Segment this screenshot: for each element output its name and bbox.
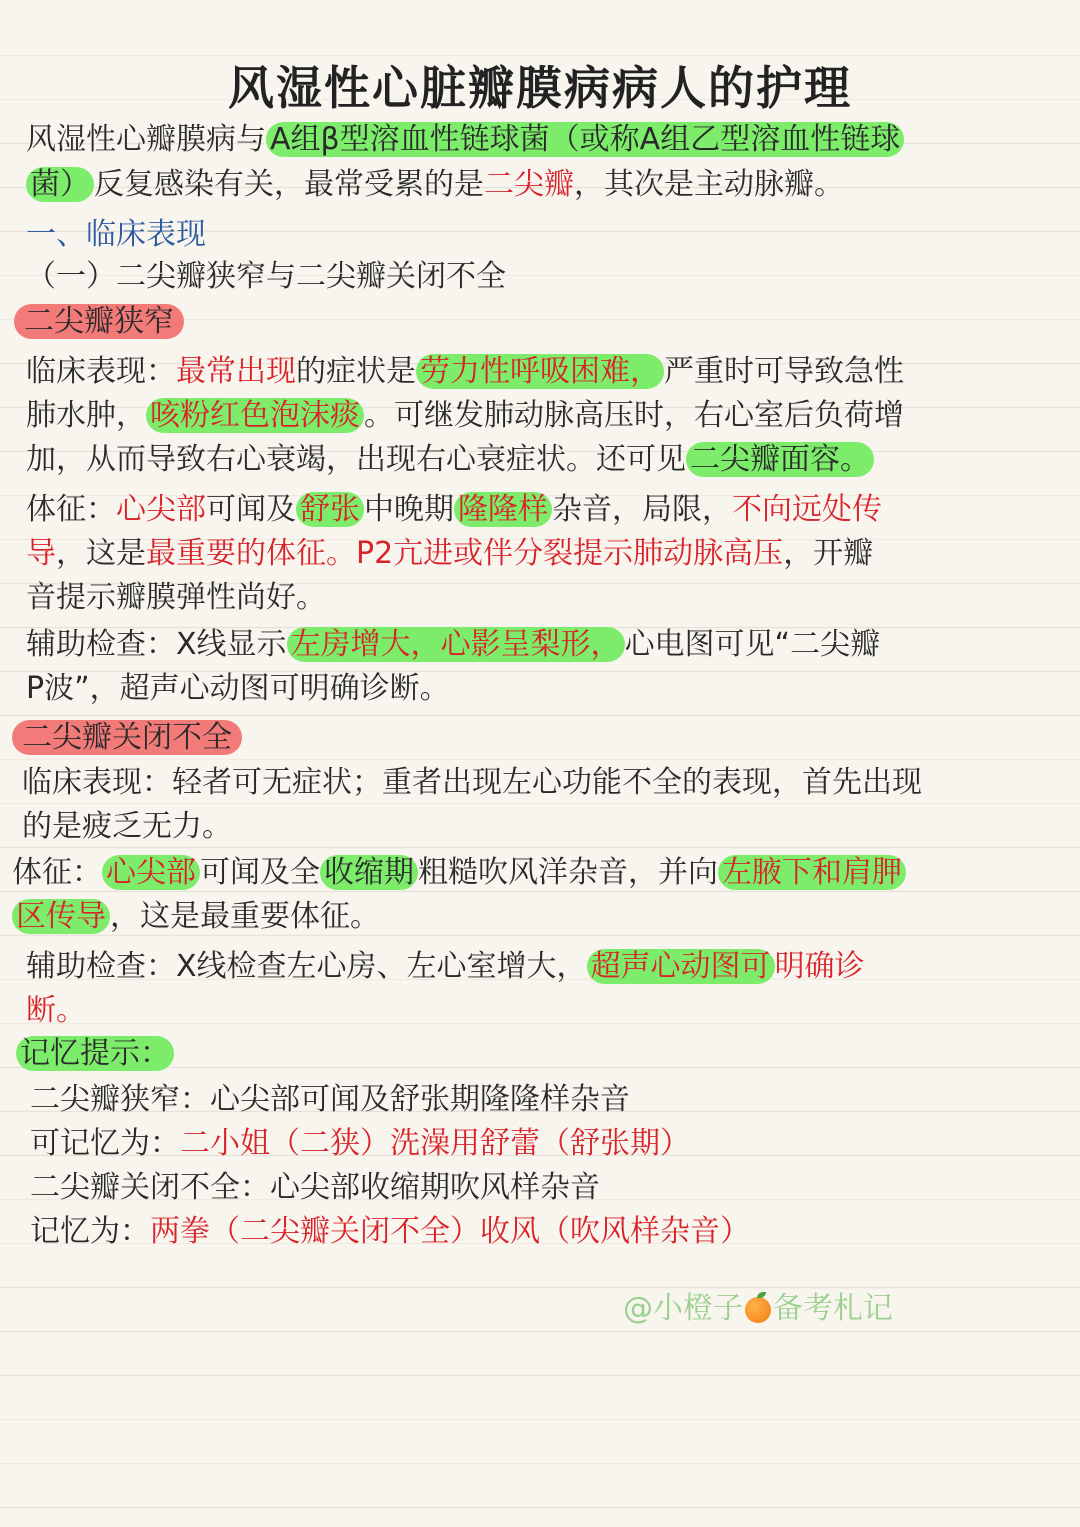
- regurgitation-aux-line-1: 辅助检查：X线检查左心房、左心室增大， 超声心动图可 明确诊: [26, 949, 865, 984]
- orange-icon: [745, 1297, 771, 1323]
- regurgitation-aux-line-2: 断。: [26, 993, 86, 1028]
- stenosis-sign-line-3: 音提示瓣膜弹性尚好。: [26, 580, 326, 615]
- author-signature: @小橙子 备考札记: [623, 1291, 893, 1326]
- regurgitation-tag: 二尖瓣关闭不全: [12, 718, 242, 758]
- intro-line-2: 菌） 反复感染有关，最常受累的是二尖瓣，其次是主动脉瓣。: [26, 165, 844, 205]
- page-title: 风湿性心脏瓣膜病病人的护理: [228, 61, 852, 115]
- regurgitation-clinical-line-1: 临床表现：轻者可无症状；重者出现左心功能不全的表现，首先出现: [22, 765, 922, 800]
- regurgitation-clinical-line-2: 的是疲乏无力。: [22, 809, 232, 844]
- stenosis-tag: 二尖瓣狭窄: [14, 302, 184, 342]
- memory-tag: 记忆提示：: [16, 1034, 174, 1074]
- subsection-heading: （一）二尖瓣狭窄与二尖瓣关闭不全: [26, 259, 506, 294]
- stenosis-aux-line-1: 辅助检查：X线显示 左房增大，心影呈梨形， 心电图可见“二尖瓣: [26, 627, 881, 662]
- memory-line-1: 二尖瓣狭窄：心尖部可闻及舒张期隆隆样杂音: [30, 1082, 630, 1117]
- highlight-pathogen: A组β型溶血性链球菌（或称A组乙型溶血性链球: [266, 122, 904, 157]
- stenosis-sign-line-2: 导，这是最重要的体征。P2亢进或伴分裂提示肺动脉高压，开瓣: [26, 536, 874, 571]
- memory-line-2: 可记忆为：二小姐（二狭）洗澡用舒蕾（舒张期）: [30, 1126, 690, 1161]
- stenosis-sign-line-1: 体征：心尖部可闻及 舒张 中晚期 隆隆样 杂音，局限，不向远处传: [26, 492, 882, 527]
- memory-line-3: 二尖瓣关闭不全：心尖部收缩期吹风样杂音: [30, 1170, 600, 1205]
- intro-line-1: 风湿性心瓣膜病与 A组β型溶血性链球菌（或称A组乙型溶血性链球: [26, 120, 904, 160]
- mitral-valve-emphasis: 二尖瓣: [484, 167, 574, 202]
- regurgitation-sign-line-1: 体征： 心尖部 可闻及全 收缩期 粗糙吹风洋杂音，并向 左腋下和肩胛: [12, 853, 906, 893]
- stenosis-clinical-line-1: 临床表现：最常出现的症状是 劳力性呼吸困难， 严重时可导致急性: [26, 354, 904, 389]
- stenosis-aux-line-2: P波”，超声心动图可明确诊断。: [26, 671, 450, 706]
- regurgitation-sign-line-2: 区传导 ，这是最重要体征。: [12, 897, 380, 937]
- stenosis-clinical-line-2: 肺水肿， 咳粉红色泡沫痰 。可继发肺动脉高压时，右心室后负荷增: [26, 398, 904, 433]
- section-heading: 一、临床表现: [26, 217, 206, 252]
- stenosis-clinical-line-3: 加，从而导致右心衰竭，出现右心衰症状。还可见 二尖瓣面容。: [26, 440, 874, 480]
- memory-line-4: 记忆为：两拳（二尖瓣关闭不全）收风（吹风样杂音）: [30, 1214, 750, 1249]
